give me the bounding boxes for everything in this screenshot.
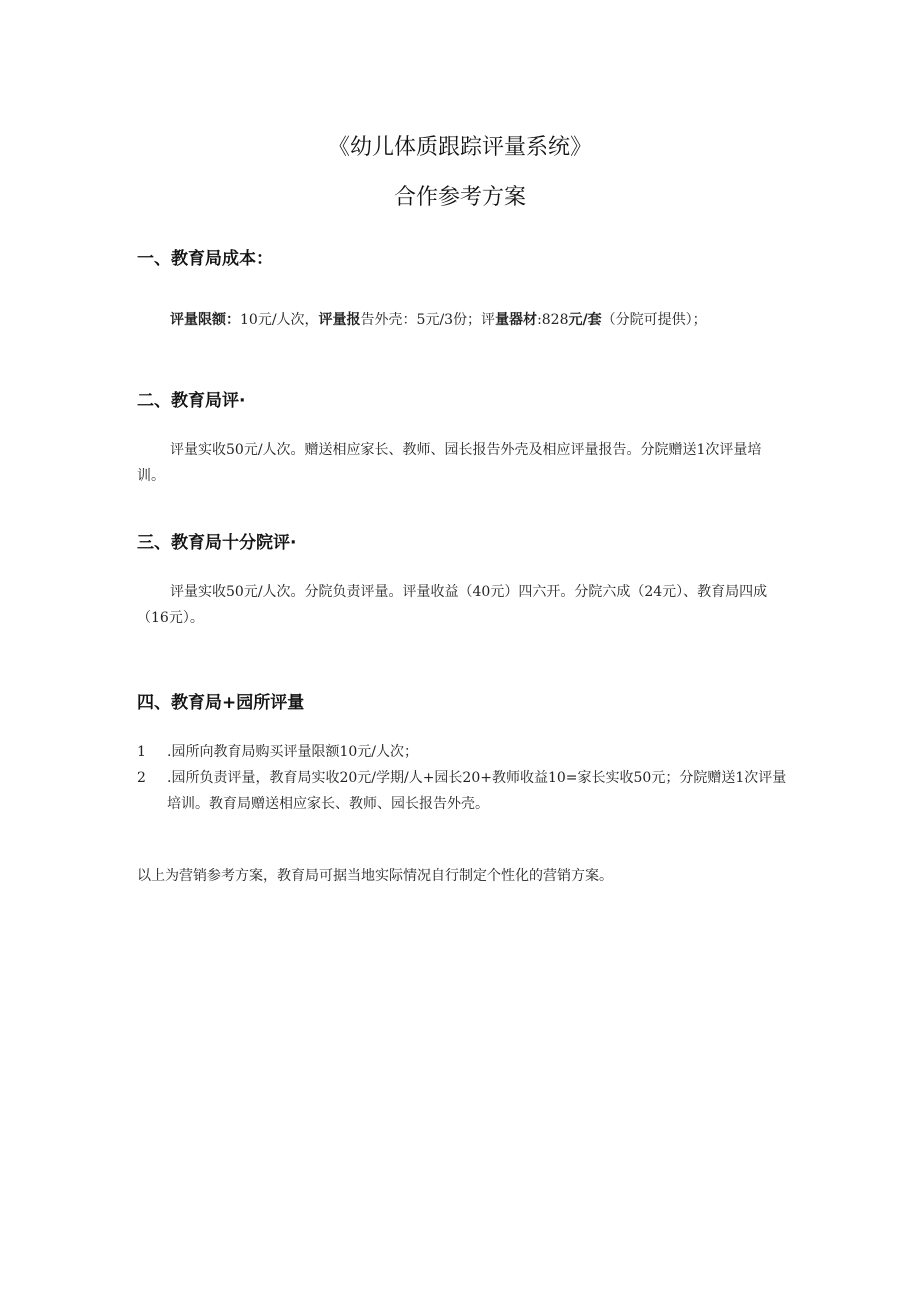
section-body-3: 评量实收50元/人次。分院负责评量。评量收益（40元）四六开。分院六成（24元）、教育局四成（16元）。 [137, 584, 768, 626]
section-heading-1: 一、教育局成本： [137, 249, 273, 269]
list-item-number: 2 [137, 770, 146, 786]
text-assessment-quota: 10元/人次， [240, 312, 319, 328]
section-body-1 [137, 307, 789, 333]
list-item-text: .园所负责评量，教育局实收20元/学期/人+园长20+教师收益10=家长实收50元；分院赠送1次评量培训。教育局赠送相应家长、教师、园长报告外壳。 [167, 770, 787, 812]
section-heading-2: 二、教育局评· [137, 391, 246, 411]
section-heading-4: 四、教育局+园所评量 [137, 693, 305, 713]
text-report-shell: 告外壳：5元/3份；评 [360, 312, 496, 328]
text-equipment-price: :828 [537, 312, 569, 328]
list-item [137, 765, 797, 817]
label-assessment-quota: 评量限额： [170, 312, 240, 328]
closing-note: 以上为营销参考方案，教育局可据当地实际情况自行制定个性化的营销方案。 [137, 868, 613, 884]
section-body-2: 评量实收50元/人次。赠送相应家长、教师、园长报告外壳及相应评量报告。分院赠送1次评量培训。 [137, 442, 762, 484]
document-title: 《幼儿体质跟踪评量系统》 [327, 135, 592, 160]
list-item [137, 739, 797, 765]
section-list-4 [137, 739, 797, 817]
label-per-set: 元/套 [568, 312, 602, 328]
document-subtitle: 合作参考方案 [393, 185, 526, 210]
section-heading-3: 三、教育局十分院评· [137, 533, 297, 553]
list-item-text: .园所向教育局购买评量限额10元/人次； [167, 744, 418, 760]
text-branch-provide: （分院可提供）； [601, 312, 707, 328]
list-item-number: 1 [137, 744, 146, 760]
label-report: 评量报 [318, 312, 361, 328]
label-equipment: 量器材 [495, 312, 538, 328]
